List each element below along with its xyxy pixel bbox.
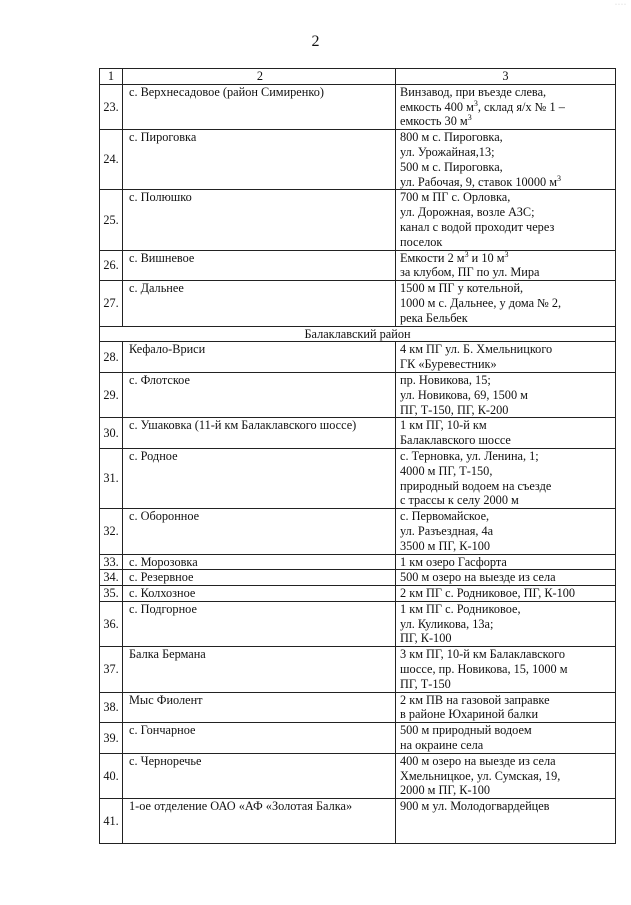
table-row bbox=[100, 418, 616, 449]
water-source-details bbox=[396, 554, 616, 570]
detail-line: Балаклавского шоссе bbox=[400, 433, 511, 448]
place-name: с. Морозовка bbox=[123, 554, 396, 570]
place-name: с. Колхозное bbox=[123, 586, 396, 602]
table-row bbox=[100, 84, 616, 129]
detail-line: 700 м ПГ с. Орловка, bbox=[400, 190, 511, 205]
place-name: с. Флотское bbox=[123, 372, 396, 417]
table-row bbox=[100, 799, 616, 844]
detail-line: 3 км ПГ, 10-й км Балаклавского bbox=[400, 647, 566, 662]
place-name: с. Пироговка bbox=[123, 130, 396, 190]
table-row bbox=[100, 570, 616, 586]
water-source-details bbox=[396, 84, 616, 129]
detail-line: река Бельбек bbox=[400, 310, 468, 325]
detail-line: Хмельницкое, ул. Сумская, 19, bbox=[400, 768, 561, 783]
detail-line: 2000 м ПГ, К-100 bbox=[400, 783, 491, 798]
row-number: 25. bbox=[100, 190, 123, 250]
detail-line: 3500 м ПГ, К-100 bbox=[400, 538, 491, 553]
detail-line: 1 км озеро Гасфорта bbox=[400, 554, 507, 569]
header-col-2: 2 bbox=[123, 69, 396, 85]
water-source-details bbox=[396, 799, 616, 844]
detail-line: ул. Куликова, 13а; bbox=[400, 616, 494, 631]
water-source-details bbox=[396, 190, 616, 250]
detail-line: 1 км ПГ, 10-й км bbox=[400, 418, 487, 433]
row-number: 38. bbox=[100, 692, 123, 723]
row-number: 33. bbox=[100, 554, 123, 570]
table-row bbox=[100, 281, 616, 326]
detail-line: на окраине села bbox=[400, 738, 484, 753]
row-number: 34. bbox=[100, 570, 123, 586]
place-name: с. Черноречье bbox=[123, 753, 396, 798]
detail-line: 400 м озеро на выезде из села bbox=[400, 753, 556, 768]
water-source-details bbox=[396, 418, 616, 449]
row-number: 31. bbox=[100, 448, 123, 508]
table-row bbox=[100, 586, 616, 602]
row-number: 27. bbox=[100, 281, 123, 326]
place-name: Мыс Фиолент bbox=[123, 692, 396, 723]
place-name: Кефало-Вриси bbox=[123, 342, 396, 373]
place-name: Балка Бермана bbox=[123, 647, 396, 692]
section-heading-row bbox=[100, 326, 616, 342]
detail-line: ул. Рабочая, 9, ставок 10000 $м^3$ bbox=[400, 173, 561, 189]
detail-line: 4000 м ПГ, Т-150, bbox=[400, 463, 493, 478]
water-source-details bbox=[396, 647, 616, 692]
detail-line: поселок bbox=[400, 234, 443, 249]
place-name: с. Верхнесадовое (район Симиренко) bbox=[123, 84, 396, 129]
table-row bbox=[100, 190, 616, 250]
row-number: 36. bbox=[100, 601, 123, 646]
water-source-details bbox=[396, 509, 616, 554]
place-name: с. Дальнее bbox=[123, 281, 396, 326]
row-number: 24. bbox=[100, 130, 123, 190]
water-source-details bbox=[396, 586, 616, 602]
detail-line: 800 м с. Пироговка, bbox=[400, 130, 503, 145]
place-name: с. Ушаковка (11-й км Балаклавского шоссе) bbox=[123, 418, 396, 449]
row-number: 28. bbox=[100, 342, 123, 373]
table-row bbox=[100, 372, 616, 417]
place-name: с. Резервное bbox=[123, 570, 396, 586]
water-source-details bbox=[396, 601, 616, 646]
detail-line: пр. Новикова, 15; bbox=[400, 372, 491, 387]
place-name: с. Полюшко bbox=[123, 190, 396, 250]
table-row bbox=[100, 647, 616, 692]
table-header-row bbox=[100, 69, 616, 85]
table-row bbox=[100, 601, 616, 646]
detail-line: канал с водой проходит через bbox=[400, 219, 555, 234]
row-number: 23. bbox=[100, 84, 123, 129]
table-row bbox=[100, 509, 616, 554]
row-number: 39. bbox=[100, 723, 123, 754]
detail-line: емкость 30 $м^3$ bbox=[400, 113, 472, 129]
detail-line: ПГ, Т-150 bbox=[400, 676, 451, 691]
place-name: с. Вишневое bbox=[123, 250, 396, 281]
table-row bbox=[100, 448, 616, 508]
row-number: 29. bbox=[100, 372, 123, 417]
detail-line: ПГ, Т-150, ПГ, К-200 bbox=[400, 402, 509, 417]
detail-line: 500 м природный водоем bbox=[400, 723, 532, 738]
detail-line: ул. Разъездная, 4а bbox=[400, 523, 494, 538]
water-source-details bbox=[396, 723, 616, 754]
section-heading: Балаклавский район bbox=[100, 326, 616, 342]
detail-line: 2 км ПВ на газовой заправке bbox=[400, 692, 550, 707]
water-source-details bbox=[396, 570, 616, 586]
row-number: 35. bbox=[100, 586, 123, 602]
detail-line: Емкости 2 $м^3$ и 10 $м^3$ bbox=[400, 249, 509, 265]
place-name: с. Родное bbox=[123, 448, 396, 508]
place-name: 1-ое отделение ОАО «АФ «Золотая Балка» bbox=[123, 799, 396, 844]
place-name: с. Гончарное bbox=[123, 723, 396, 754]
detail-line: с трассы к селу 2000 м bbox=[400, 493, 519, 508]
detail-line: 500 м озеро на выезде из села bbox=[400, 570, 556, 585]
detail-line: 1000 м с. Дальнее, у дома № 2, bbox=[400, 295, 562, 310]
table-row bbox=[100, 692, 616, 723]
detail-line: в районе Юхариной балки bbox=[400, 707, 539, 722]
detail-line: 1 км ПГ с. Родниковое, bbox=[400, 601, 521, 616]
place-name: с. Оборонное bbox=[123, 509, 396, 554]
water-source-details bbox=[396, 342, 616, 373]
water-source-details bbox=[396, 372, 616, 417]
detail-line: Винзавод, при въезде слева, bbox=[400, 84, 547, 99]
water-source-details bbox=[396, 692, 616, 723]
detail-line: за клубом, ПГ по ул. Мира bbox=[400, 265, 540, 280]
row-number: 30. bbox=[100, 418, 123, 449]
table-row bbox=[100, 342, 616, 373]
detail-line: ул. Новикова, 69, 1500 м bbox=[400, 387, 528, 402]
header-col-1: 1 bbox=[100, 69, 123, 85]
water-source-details bbox=[396, 753, 616, 798]
detail-line: емкость 400 $м^3$, склад я/х № 1 – bbox=[400, 98, 565, 114]
detail-line: природный водоем на съезде bbox=[400, 478, 552, 493]
detail-line: 500 м с. Пироговка, bbox=[400, 159, 503, 174]
detail-line: ГК «Буревестник» bbox=[400, 357, 497, 372]
water-source-details bbox=[396, 130, 616, 190]
corner-mark: ···· bbox=[615, 2, 627, 8]
row-number: 40. bbox=[100, 753, 123, 798]
row-number: 26. bbox=[100, 250, 123, 281]
detail-line: ПГ, К-100 bbox=[400, 631, 452, 646]
table-row bbox=[100, 723, 616, 754]
locations-table bbox=[99, 68, 616, 844]
detail-line: ул. Дорожная, возле АЗС; bbox=[400, 205, 535, 220]
detail-line: с. Терновка, ул. Ленина, 1; bbox=[400, 448, 539, 463]
place-name: с. Подгорное bbox=[123, 601, 396, 646]
detail-line: ул. Урожайная,13; bbox=[400, 144, 495, 159]
detail-line: шоссе, пр. Новикова, 15, 1000 м bbox=[400, 662, 568, 677]
table-row bbox=[100, 554, 616, 570]
header-col-3: 3 bbox=[396, 69, 616, 85]
detail-line: 900 м ул. Молодогвардейцев bbox=[400, 799, 550, 814]
detail-line: 4 км ПГ ул. Б. Хмельницкого bbox=[400, 342, 553, 357]
water-source-details bbox=[396, 281, 616, 326]
table-row bbox=[100, 753, 616, 798]
table-row bbox=[100, 130, 616, 190]
detail-line: с. Первомайское, bbox=[400, 509, 490, 524]
page-number: 2 bbox=[311, 33, 320, 50]
table-row bbox=[100, 250, 616, 281]
detail-line: 2 км ПГ с. Родниковое, ПГ, К-100 bbox=[400, 586, 576, 601]
water-source-details bbox=[396, 448, 616, 508]
row-number: 41. bbox=[100, 799, 123, 844]
water-source-details bbox=[396, 250, 616, 281]
row-number: 37. bbox=[100, 647, 123, 692]
row-number: 32. bbox=[100, 509, 123, 554]
detail-line: 1500 м ПГ у котельной, bbox=[400, 281, 524, 296]
